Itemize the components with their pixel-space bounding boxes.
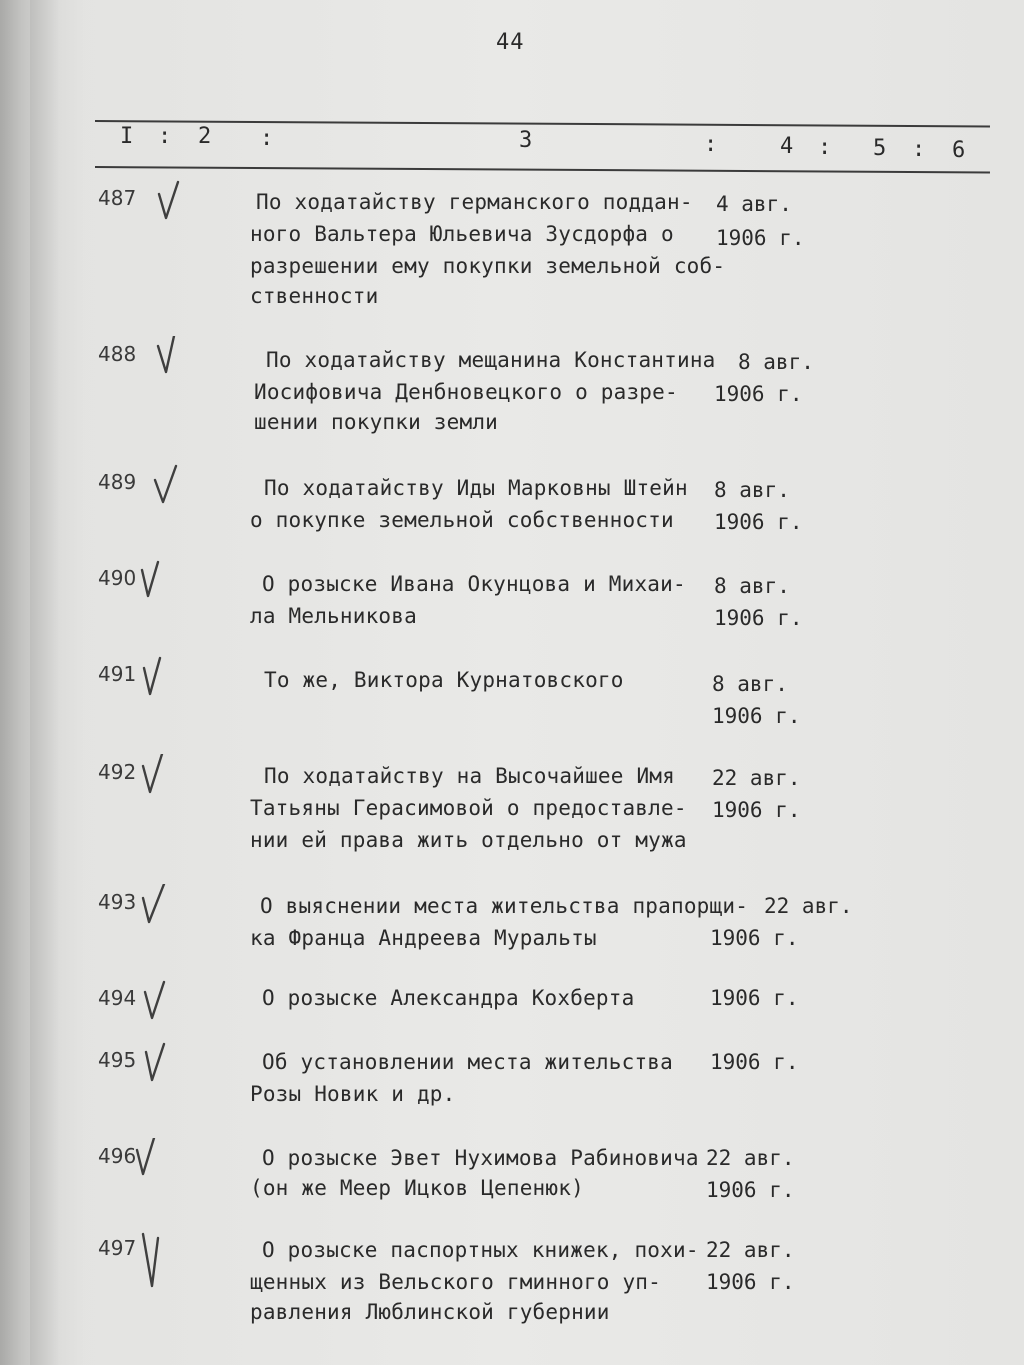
column-header-5: 5: [873, 136, 887, 161]
entry-text-line: О розыске паспортных книжек, похи-: [262, 1238, 699, 1262]
entry-text-line: О розыске Ивана Окунцова и Михаи-: [262, 572, 686, 596]
entry-text-line: ного Вальтера Юльевича Зусдорфа о: [250, 222, 674, 246]
page-fold-shadow: [30, 0, 85, 1365]
entry-date-day: 8 авг.: [714, 478, 790, 502]
entry-date-day: 8 авг.: [714, 574, 790, 598]
entry-date-year: 1906 г.: [706, 1270, 795, 1294]
checkmark-icon: [154, 336, 180, 378]
entry-text-line: нии ей права жить отдельно от мужа: [250, 828, 687, 852]
checkmark-icon: [140, 656, 166, 698]
entry-text-line: То же, Виктора Курнатовского: [264, 668, 624, 692]
checkmark-icon: [140, 1230, 166, 1290]
entry-date-year: 1906 г.: [712, 704, 801, 728]
checkmark-icon: [138, 560, 164, 602]
column-header-6: 6: [952, 138, 966, 163]
entry-date-year: 1906 г.: [706, 1178, 795, 1202]
entry-text-line: Розы Новик и др.: [250, 1082, 456, 1106]
entry-text-line: По ходатайству Иды Марковны Штейн: [264, 476, 688, 500]
entry-text-line: По ходатайству на Высочайшее Имя: [264, 764, 675, 788]
entry-date-day: 8 авг.: [738, 350, 814, 374]
entry-number: 497: [98, 1236, 137, 1260]
checkmark-icon: [140, 884, 166, 926]
column-separator: :: [818, 135, 832, 160]
checkmark-icon: [152, 464, 178, 506]
entry-text-line: ка Франца Андреева Муральты: [250, 926, 597, 950]
header-rule-bottom: [95, 166, 990, 173]
entry-date-year: 1906 г.: [710, 1050, 799, 1074]
entry-date-year: 1906 г.: [712, 798, 801, 822]
entry-text-line: щенных из Вельского гминного уп-: [250, 1270, 661, 1294]
entry-text-line: О розыске Александра Кохберта: [262, 986, 635, 1010]
entry-date-day: 22 авг.: [712, 766, 801, 790]
entry-number: 496: [98, 1144, 137, 1168]
entry-date-day: 22 авг.: [706, 1146, 795, 1170]
entry-text-line: О розыске Эвет Нухимова Рабиновича: [262, 1146, 699, 1170]
entry-number: 491: [98, 662, 137, 686]
entry-date-year: 1906 г.: [716, 226, 805, 250]
entry-text-line: Татьяны Герасимовой о предоставле-: [250, 796, 687, 820]
entry-date-day: 4 авг.: [716, 192, 792, 216]
entry-text-line: По ходатайству мещанина Константина: [266, 348, 716, 372]
entry-text-line: разрешении ему покупки земельной соб-: [250, 254, 726, 278]
entry-date-year: 1906 г.: [714, 510, 803, 534]
entry-text-line: О выяснении места жительства прапорщи-: [260, 894, 749, 918]
column-header-4: 4: [780, 134, 794, 159]
entry-text-line: о покупке земельной собственности: [250, 508, 674, 532]
entry-number: 489: [98, 470, 137, 494]
column-separator: :: [704, 132, 718, 157]
entry-number: 494: [98, 986, 137, 1010]
entry-number: 490: [98, 566, 137, 590]
checkmark-icon: [140, 754, 166, 796]
entry-date-year: 1906 г.: [714, 606, 803, 630]
entry-date-day: 8 авг.: [712, 672, 788, 696]
entry-text-line: Об установлении места жительства: [262, 1050, 673, 1074]
header-rule-top: [95, 120, 990, 127]
entry-text-line: ственности: [250, 284, 379, 308]
column-header-3: 3: [519, 128, 533, 153]
entry-text-line: По ходатайству германского поддан-: [256, 190, 693, 214]
entry-date-year: 1906 г.: [710, 926, 799, 950]
entry-date-day: 22 авг.: [764, 894, 853, 918]
checkmark-icon: [156, 180, 182, 222]
column-header-1: I: [120, 124, 134, 149]
column-separator: :: [260, 126, 274, 151]
column-header-2: 2: [198, 124, 212, 149]
column-separator: :: [912, 137, 926, 162]
checkmark-icon: [142, 980, 168, 1022]
entry-date-year: 1906 г.: [710, 986, 799, 1010]
entry-date-day: 22 авг.: [706, 1238, 795, 1262]
entry-text-line: Иосифовича Денбновецкого о разре-: [254, 380, 678, 404]
entry-number: 492: [98, 760, 137, 784]
entry-number: 495: [98, 1048, 137, 1072]
entry-text-line: ла Мельникова: [250, 604, 417, 628]
entry-number: 493: [98, 890, 137, 914]
entry-number: 488: [98, 342, 137, 366]
column-separator: :: [158, 124, 172, 149]
checkmark-icon: [134, 1138, 160, 1180]
checkmark-icon: [142, 1042, 168, 1084]
entry-text-line: (он же Меер Ицков Цепенюк): [250, 1176, 584, 1200]
entry-text-line: равления Люблинской губернии: [250, 1300, 610, 1324]
entry-date-year: 1906 г.: [714, 382, 803, 406]
entry-text-line: шении покупки земли: [254, 410, 499, 434]
page-number: 44: [496, 30, 525, 55]
entry-number: 487: [98, 186, 137, 210]
